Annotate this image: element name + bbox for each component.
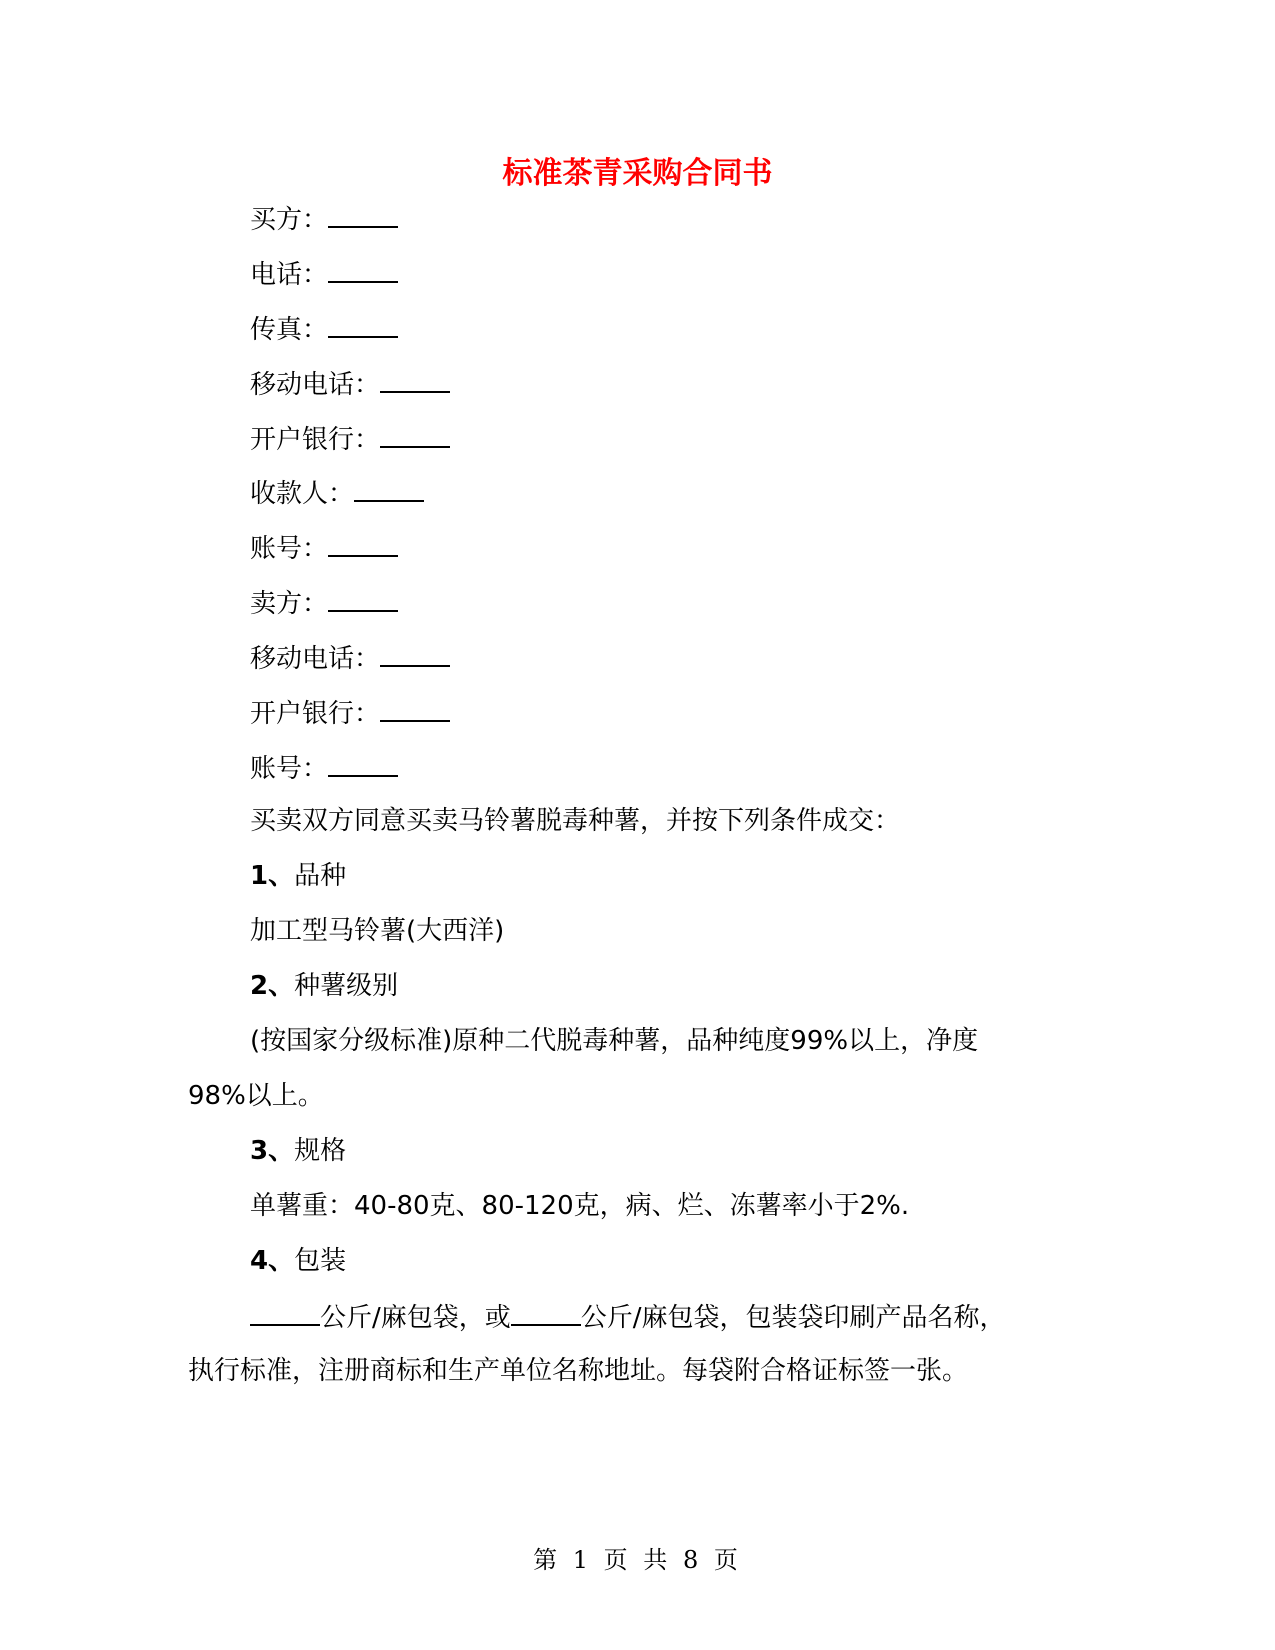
fax-field: 传真：: [250, 310, 398, 348]
account-blank: [328, 529, 398, 557]
seller-account-field: 账号：: [250, 749, 398, 787]
bank-field: 开户银行：: [250, 420, 450, 458]
payee-blank: [354, 474, 424, 502]
packing-blank-2: [511, 1298, 581, 1326]
fax-blank: [328, 310, 398, 338]
section-heading: 3、规格: [250, 1136, 347, 1166]
section-heading: 2、种薯级别: [250, 971, 399, 1001]
payee-field: 收款人：: [250, 474, 424, 512]
phone-field: 电话：: [250, 255, 398, 293]
variety-paragraph: 加工型马铃薯(大西洋): [250, 916, 505, 946]
packing-paragraph: 公斤/麻包袋，或 公斤/麻包袋，包装袋印刷产品名称，: [250, 1298, 1006, 1336]
seller-bank-blank: [380, 694, 450, 722]
section-heading: 4、包装: [250, 1246, 347, 1276]
packing-paragraph-cont: 执行标准，注册商标和生产单位名称地址。每袋附合格证标签一张。: [188, 1356, 969, 1386]
spec-paragraph: 单薯重：40-80克、80-120克，病、烂、冻薯率小于2%.: [250, 1191, 910, 1221]
buyer-field: 买方：: [250, 200, 398, 238]
account-field: 账号：: [250, 529, 398, 567]
phone-blank: [328, 255, 398, 283]
page-number: 第 1 页 共 8 页: [533, 1546, 742, 1574]
seller-account-blank: [328, 749, 398, 777]
packing-blank-1: [250, 1298, 320, 1326]
seller-bank-field: 开户银行：: [250, 694, 450, 732]
bank-blank: [380, 420, 450, 448]
seller-blank: [328, 584, 398, 612]
seller-field: 卖方：: [250, 584, 398, 622]
buyer-blank: [328, 200, 398, 228]
grade-paragraph: (按国家分级标准)原种二代脱毒种薯，品种纯度99%以上，净度: [250, 1026, 979, 1056]
seller-mobile-field: 移动电话：: [250, 639, 450, 677]
mobile-blank: [380, 365, 450, 393]
mobile-field: 移动电话：: [250, 365, 450, 403]
seller-mobile-blank: [380, 639, 450, 667]
section-heading: 1、品种: [250, 861, 347, 891]
grade-paragraph-cont: 98%以上。: [188, 1081, 324, 1111]
page-title: 标准茶青采购合同书: [502, 156, 773, 191]
intro-paragraph: 买卖双方同意买卖马铃薯脱毒种薯，并按下列条件成交：: [250, 806, 901, 836]
